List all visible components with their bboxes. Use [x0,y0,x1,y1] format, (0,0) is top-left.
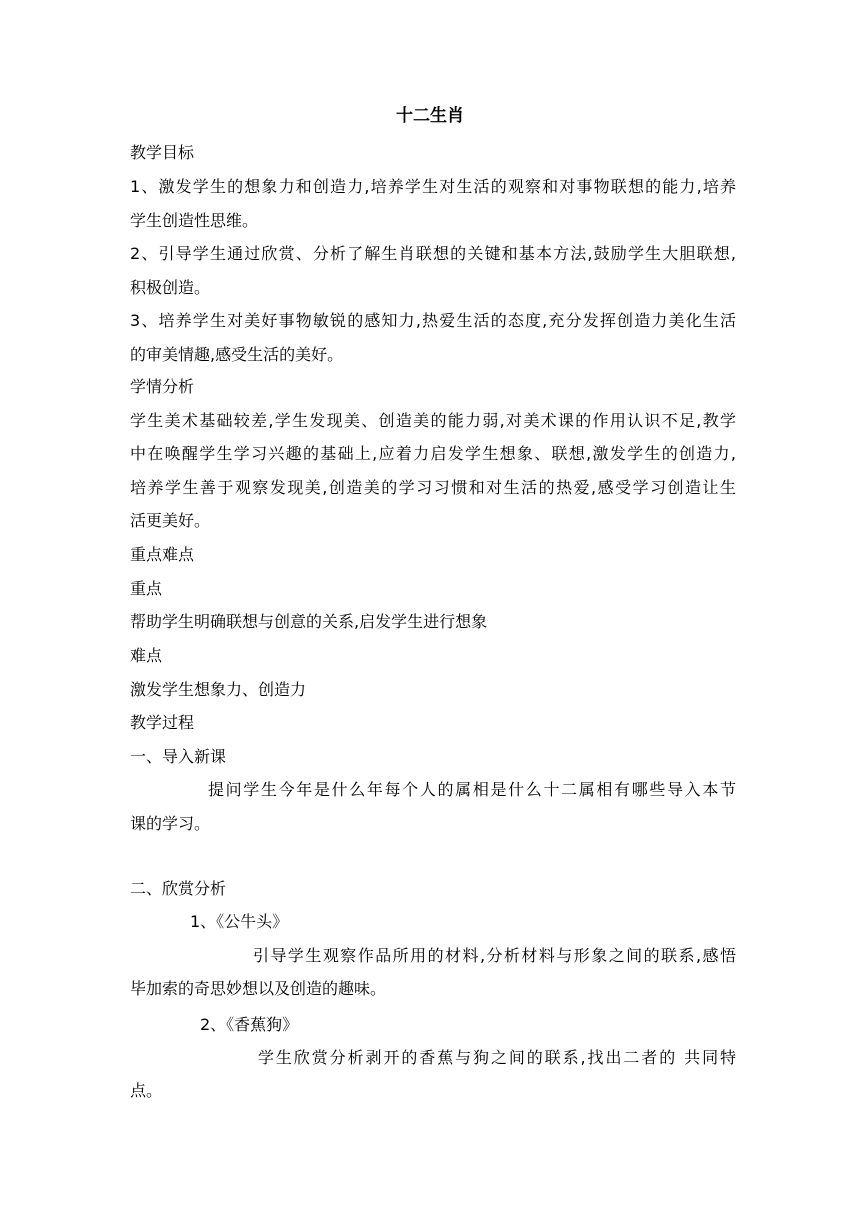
paragraph-line: 激发学生想象力、创造力 [130,680,307,699]
paragraph-line: 学生欣赏分析剥开的香蕉与狗之间的联系,找出二者的 共同特 [258,1048,736,1067]
heading-student-analysis: 学情分析 [130,377,195,396]
paragraph-line: 的审美情趣,感受生活的美好。 [130,345,344,364]
section-intro: 一、导入新课 [130,747,227,766]
paragraph-line: 帮助学生明确联想与创意的关系,启发学生进行想象 [130,612,488,631]
item-bull-head: 1、《公牛头》 [190,912,289,931]
heading-teaching-goals: 教学目标 [130,143,195,162]
paragraph-line: 引导学生观察作品所用的材料,分析材料与形象之间的联系,感悟 [253,946,736,965]
paragraph-line: 学生美术基础较差,学生发现美、创造美的能力弱,对美术课的作用认识不足,教学 [130,411,736,430]
section-appreciation: 二、欣赏分析 [130,879,227,898]
paragraph-line: 3、培养学生对美好事物敏锐的感知力,热爱生活的态度,充分发挥创造力美化生活 [130,311,736,330]
subheading-key: 重点 [130,579,163,598]
document-title: 十二生肖 [396,106,464,126]
heading-key-points: 重点难点 [130,545,195,564]
paragraph-line: 积极创造。 [130,278,211,297]
subheading-difficulty: 难点 [130,646,163,665]
paragraph-line: 点。 [130,1081,163,1100]
paragraph-line: 中在唤醒学生学习兴趣的基础上,应着力启发学生想象、联想,激发学生的创造力, [130,444,736,463]
paragraph-line: 课的学习。 [130,814,211,833]
paragraph-line: 活更美好。 [130,511,211,530]
item-banana-dog: 2、《香蕉狗》 [200,1015,299,1034]
paragraph-line: 学生创造性思维。 [130,211,259,230]
paragraph-line: 2、引导学生通过欣赏、分析了解生肖联想的关键和基本方法,鼓励学生大胆联想, [130,244,736,263]
paragraph-line: 提问学生今年是什么年每个人的属相是什么十二属相有哪些导入本节 [208,780,736,799]
paragraph-line: 1、激发学生的想象力和创造力,培养学生对生活的观察和对事物联想的能力,培养 [130,177,736,196]
paragraph-line: 培养学生善于观察发现美,创造美的学习习惯和对生活的热爱,感受学习创造让生 [130,478,736,497]
paragraph-line: 毕加索的奇思妙想以及创造的趣味。 [130,979,387,998]
heading-teaching-process: 教学过程 [130,713,195,732]
